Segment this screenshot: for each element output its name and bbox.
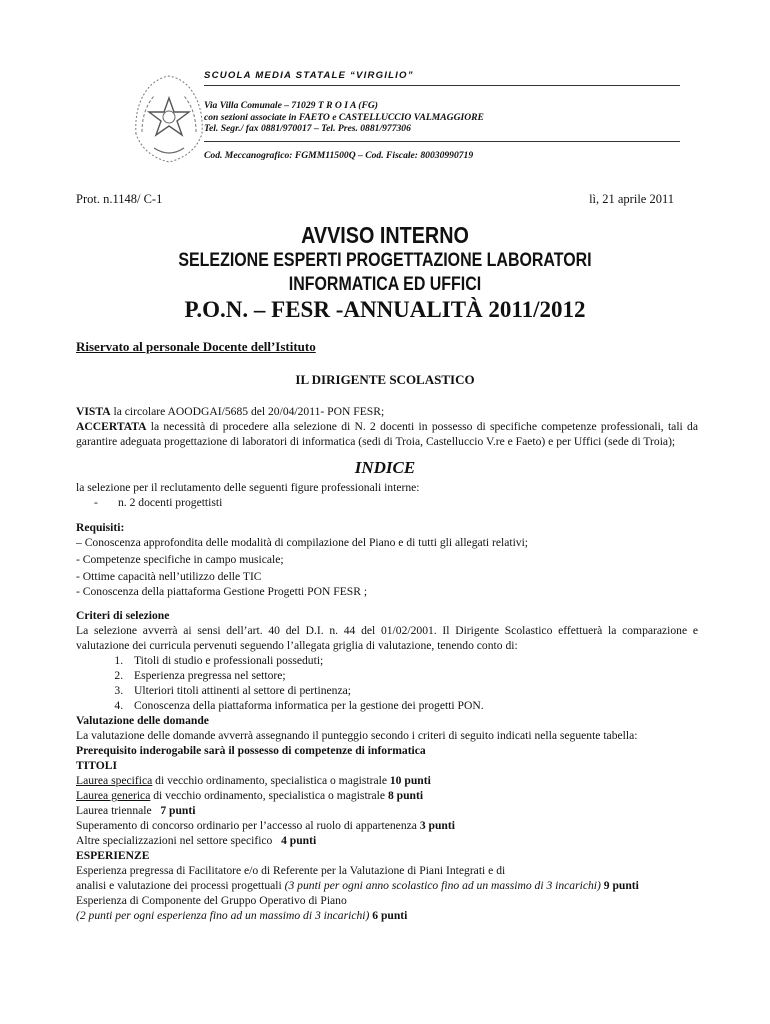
criteria-section [76, 608, 698, 923]
criteria-list [76, 653, 698, 713]
requisiti-item: - Ottime capacità nell’utilizzo delle TIC [76, 570, 262, 583]
esperienze-line: analisi e valutazione dei processi progettuali (3 punti per ogni anno scolastico fino ad un massimo di 3 incarichi) 9 punti [76, 879, 639, 892]
criteria-heading: Criteri di selezione [76, 609, 170, 622]
titoli-line: Superamento di concorso ordinario per l’accesso al ruolo di appartenenza 3 punti [76, 819, 455, 832]
vista-paragraph: VISTA la circolare AOODGAI/5685 del 20/04/2011- PON FESR; [76, 405, 385, 418]
selection-item: - n. 2 docenti progettisti [94, 496, 223, 509]
indice-heading: INDICE [354, 458, 416, 477]
title-informatica: INFORMATICA ED UFFICI [288, 274, 482, 295]
valutazione-text: La valutazione delle domande avverrà assegnando il punteggio secondo i criteri di seguito indicati nella seguente tabella: [76, 729, 638, 742]
list-item: 1. Titoli di studio e professionali posseduti; [126, 653, 698, 668]
valutazione-heading: Valutazione delle domande [76, 714, 209, 727]
title-pon: P.O.N. – FESR -ANNUALITÀ 2011/2012 [184, 297, 586, 322]
selection-section [76, 480, 698, 510]
esperienze-line: (2 punti per ogni esperienza fino ad un massimo di 3 incarichi) 6 punti [76, 909, 408, 922]
titoli-line: Laurea specifica di vecchio ordinamento, specialistica o magistrale 10 punti [76, 774, 431, 787]
esperienze-line: Esperienza pregressa di Facilitatore e/o di Referente per la Valutazione di Piani Integrati e di [76, 864, 506, 877]
list-item: 3. Ulteriori titoli attinenti al settore di pertinenza; [126, 683, 698, 698]
premises [76, 404, 698, 449]
address-line: con sezioni associate in FAETO e CASTELLUCCIO VALMAGGIORE [204, 111, 484, 123]
requisiti-heading: Requisiti: [76, 521, 125, 534]
requisiti-item: - Conoscenza della piattaforma Gestione Progetti PON FESR ; [76, 585, 368, 598]
criteria-text: La selezione avverrà ai sensi dell’art. 40 del D.I. n. 44 del 01/02/2001. Il Dirigente Scolastico effettuerà la comparazione e valutazione dei curricula pervenuti seguendo l’allegata griglia di valutazione, tenendo conto di: [76, 624, 698, 652]
selection-intro: la selezione per il reclutamento delle seguenti figure professionali interne: [76, 481, 420, 494]
school-address [204, 100, 680, 142]
protocol-number: Prot. n.1148/ C-1 [76, 192, 163, 206]
republic-emblem-icon [128, 64, 210, 170]
address-line: Tel. Segr./ fax 0881/970017 – Tel. Pres. 0881/977306 [204, 123, 411, 134]
titoli-line: Laurea generica di vecchio ordinamento, specialistica o magistrale 8 punti [76, 789, 424, 802]
titoli-line: Altre specializzazioni nel settore specifico 4 punti [76, 834, 317, 847]
title-avviso: AVVISO INTERNO [301, 222, 469, 248]
prerequisite-text: Prerequisito inderogabile sarà il possesso di competenze di informatica [76, 744, 426, 757]
reserved-note: Riservato al personale Docente dell’Istituto [76, 339, 316, 354]
title-selezione: SELEZIONE ESPERTI PROGETTAZIONE LABORATORI [178, 250, 592, 271]
titoli-heading: TITOLI [76, 759, 118, 772]
list-item: 4. Conoscenza della piattaforma informatica per la gestione dei progetti PON. [126, 698, 698, 713]
requisiti-item: - Competenze specifiche in campo musicale; [76, 553, 284, 566]
accertata-paragraph: ACCERTATA la necessità di procedere alla selezione di N. 2 docenti in possesso di specifiche competenze professionali, tali da garantire adeguata progettazione di laboratori di informatica (sedi di Troia, Castelluccio V.re e Faeto) e per Uffici (sede di Troia); [76, 420, 698, 448]
address-line: Via Villa Comunale – 71029 T R O I A (FG) [204, 100, 378, 111]
esperienze-line: Esperienza di Componente del Gruppo Operativo di Piano [76, 894, 347, 907]
titoli-line: Laurea triennale 7 punti [76, 804, 196, 817]
requisiti-section [76, 520, 698, 599]
esperienze-heading: ESPERIENZE [76, 849, 150, 862]
requisiti-item: – Conoscenza approfondita delle modalità di compilazione del Piano e di tutti gli allegati relativi; [76, 536, 529, 549]
document-date: lì, 21 aprile 2011 [589, 192, 674, 206]
list-item: 2. Esperienza pregressa nel settore; [126, 668, 698, 683]
school-codes: Cod. Meccanografico: FGMM11500Q – Cod. Fiscale: 80030990719 [204, 149, 474, 161]
school-header [204, 70, 680, 161]
dirigente-heading: IL DIRIGENTE SCOLASTICO [295, 372, 475, 387]
school-name: SCUOLA MEDIA STATALE “VIRGILIO” [204, 70, 680, 86]
